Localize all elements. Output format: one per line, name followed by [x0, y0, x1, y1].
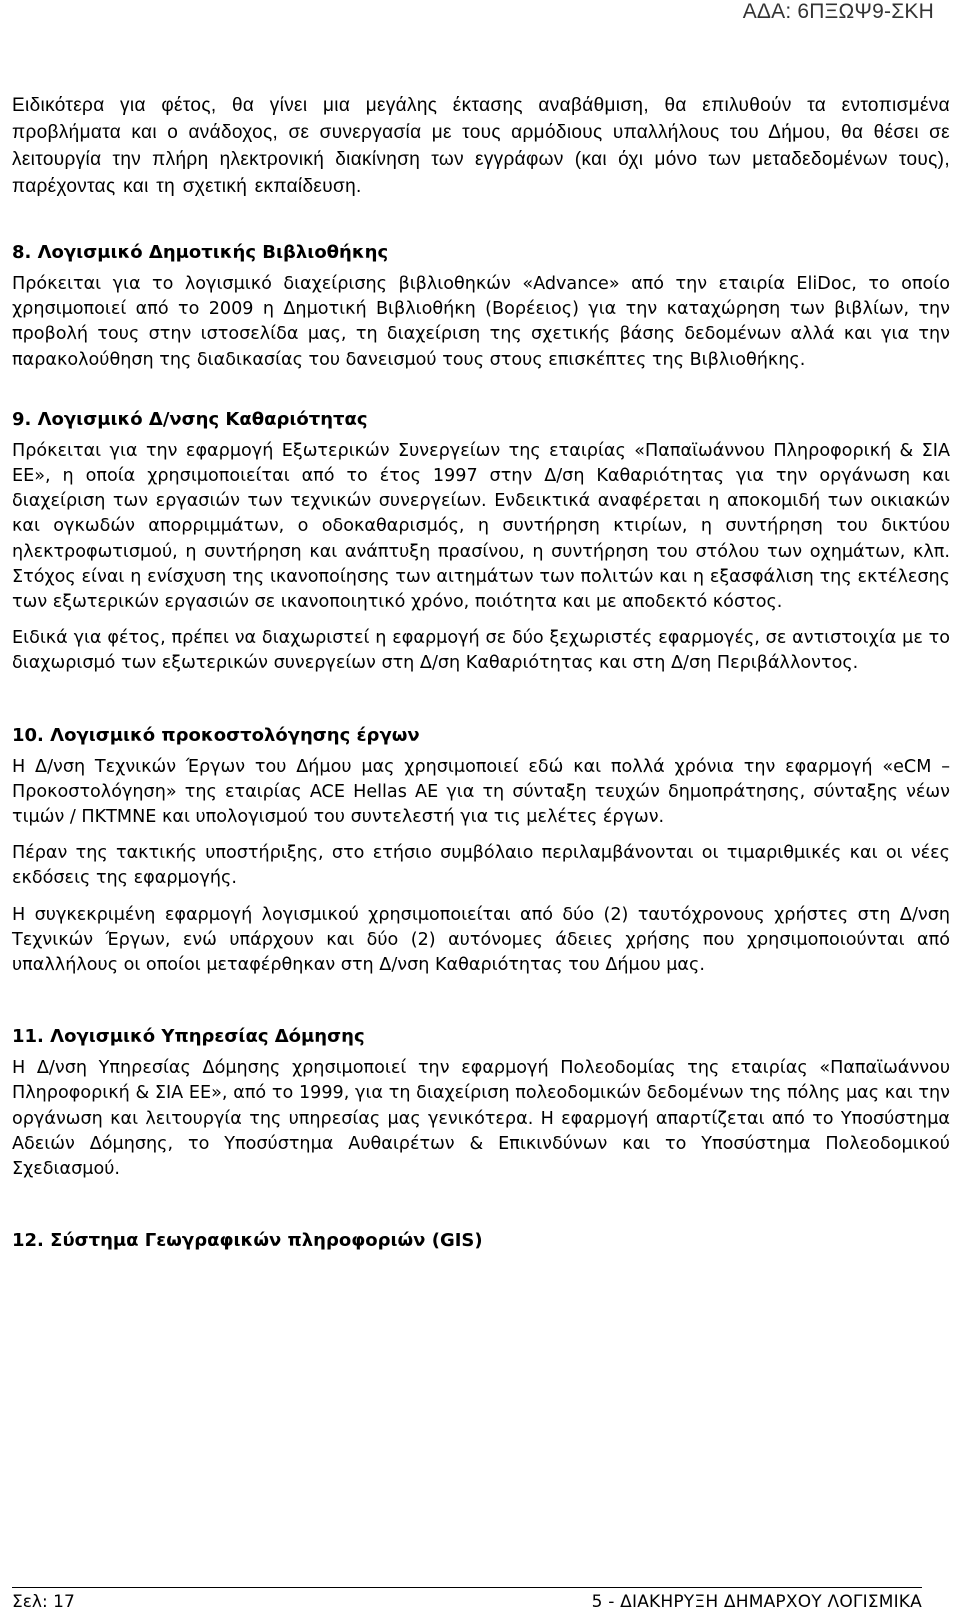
section-paragraph: Η Δ/νση Υπηρεσίας Δόμησης χρησιμοποιεί την εφαρμογή Πολεοδομίας της εταιρίας «Παπαϊωάννου Πληροφορική & ΣΙΑ ΕΕ», από το 1999, για τη διαχείριση πολεοδομικών δεδομένων της πόλης μας και την οργάνωση και λειτουργία της υπηρεσίας μας γενικότερα. Η εφαρμογή απαρτίζεται από το Υποσύστημα Αδειών Δόμησης, το Υποσύστημα Αυθαιρέτων & Επικινδύνων και το Υποσύστημα Πολεοδομικού Σχεδιασμού. [12, 1058, 950, 1180]
section-title: 10. Λογισμικό προκοστολόγησης έργων [12, 724, 420, 746]
section-gis [12, 1228, 950, 1254]
section-building-software [12, 1024, 950, 1182]
section-title: 9. Λογισμικό Δ/νσης Καθαριότητας [12, 408, 368, 430]
page-number: Σελ: 17 [12, 1592, 75, 1612]
section-paragraph: Η συγκεκριμένη εφαρμογή λογισμικού χρησιμοποιείται από δύο (2) ταυτόχρονους χρήστες στη Δ/νση Τεχνικών Έργων, ενώ υπάρχουν και δύο (2) αυτόνομες άδειες χρήσης που χρησιμοποιούνται από υπαλλήλους οι οποίοι μεταφέρθηκαν στη Δ/νση Καθαριότητας του Δήμου μας. [12, 904, 950, 976]
section-title: 11. Λογισμικό Υπηρεσίας Δόμησης [12, 1026, 365, 1048]
section-title: 8. Λογισμικό Δημοτικής Βιβλιοθήκης [12, 242, 389, 263]
intro-paragraph: Ειδικότερα για φέτος, θα γίνει μια μεγάλης έκτασης αναβάθμιση, θα επιλυθούν τα εντοπισμένα προβλήματα και ο ανάδοχος, σε συνεργασία με τους αρμόδιους υπαλλήλους του Δήμου, θα θέσει σε λειτουργία την πλήρη ηλεκτρονική διακίνηση των εγγράφων (και όχι μόνο των μεταδεδομένων τους), παρέχοντας και τη σχετική εκπαίδευση. [12, 95, 950, 197]
section-paragraph: Η Δ/νση Τεχνικών Έργων του Δήμου μας χρησιμοποιεί εδώ και πολλά χρόνια την εφαρμογή «eCM – Προκοστολόγηση» της εταιρίας ACE Hellas AE για τη σύνταξη τευχών δημοπράτησης, σύνταξης νέων τιμών / ΠΚΤΜΝΕ και υπολογισμού του συντελεστή για τις μελέτες έργων. [12, 756, 950, 828]
section-library-software [12, 240, 950, 373]
document-name: 5 - ΔΙΑΚΗΡΥΞΗ ΔΗΜΑΡΧΟΥ ΛΟΓΙΣΜΙΚΑ [591, 1592, 922, 1612]
section-paragraph: Πέραν της τακτικής υποστήριξης, στο ετήσιο συμβόλαιο περιλαμβάνονται οι τιμαριθμικές και οι νέες εκδόσεις της εφαρμογής. [12, 843, 950, 889]
section-paragraph: Πρόκειται για την εφαρμογή Εξωτερικών Συνεργείων της εταιρίας «Παπαϊωάννου Πληροφορική & ΣΙΑ ΕΕ», η οποία χρησιμοποιείται από το έτος 1997 στην Δ/ση Καθαριότητας για την οργάνωση και διαχείριση των εργασιών των τεχνικών συνεργείων. Ενδεικτικά αναφέρεται η αποκομιδή των οικιακών και ογκωδών απορριμμάτων, ο οδοκαθαρισμός, η συντήρηση κτιρίων, η συντήρηση του δικτύου ηλεκτροφωτισμού, η συντήρηση και ανάπτυξη πρασίνου, η συντήρηση του στόλου των οχημάτων, κλπ. Στόχος είναι η ενίσχυση της ικανοποίησης των αιτημάτων των πολιτών και η εξασφάλιση της εκτέλεσης των εξωτερικών εργασιών σε ικανοποιητικό χρόνο, ποιότητα και με αποδεκτό κόστος. [12, 440, 950, 613]
section-cleaning-software [12, 407, 950, 677]
ada-code: ΑΔΑ: 6ΠΞΩΨ9-ΣΚΗ [742, 0, 934, 23]
section-costing-software [12, 723, 950, 979]
page-footer [12, 1587, 922, 1616]
section-title: 12. Σύστημα Γεωγραφικών πληροφοριών (GIS) [12, 1230, 483, 1252]
section-paragraph: Πρόκειται για το λογισμικό διαχείρισης βιβλιοθηκών «Advance» από την εταιρία EliDoc, το οποίο χρησιμοποιεί από το 2009 η Δημοτική Βιβλιοθήκη (Βορέειος) για την καταχώρηση των βιβλίων, την προβολή τους στην ιστοσελίδα μας, τη διαχείριση της σχετικής βάσης δεδομένων αλλά και για την παρακολούθηση της διαδικασίας του δανεισμού τους στους επισκέπτες της Βιβλιοθήκης. [12, 274, 950, 370]
document-body [12, 92, 950, 1254]
section-paragraph: Ειδικά για φέτος, πρέπει να διαχωριστεί η εφαρμογή σε δύο ξεχωριστές εφαρμογές, σε αντιστοιχία με το διαχωρισμό των εξωτερικών συνεργείων στη Δ/ση Καθαριότητας και στη Δ/ση Περιβάλλοντος. [12, 628, 950, 674]
